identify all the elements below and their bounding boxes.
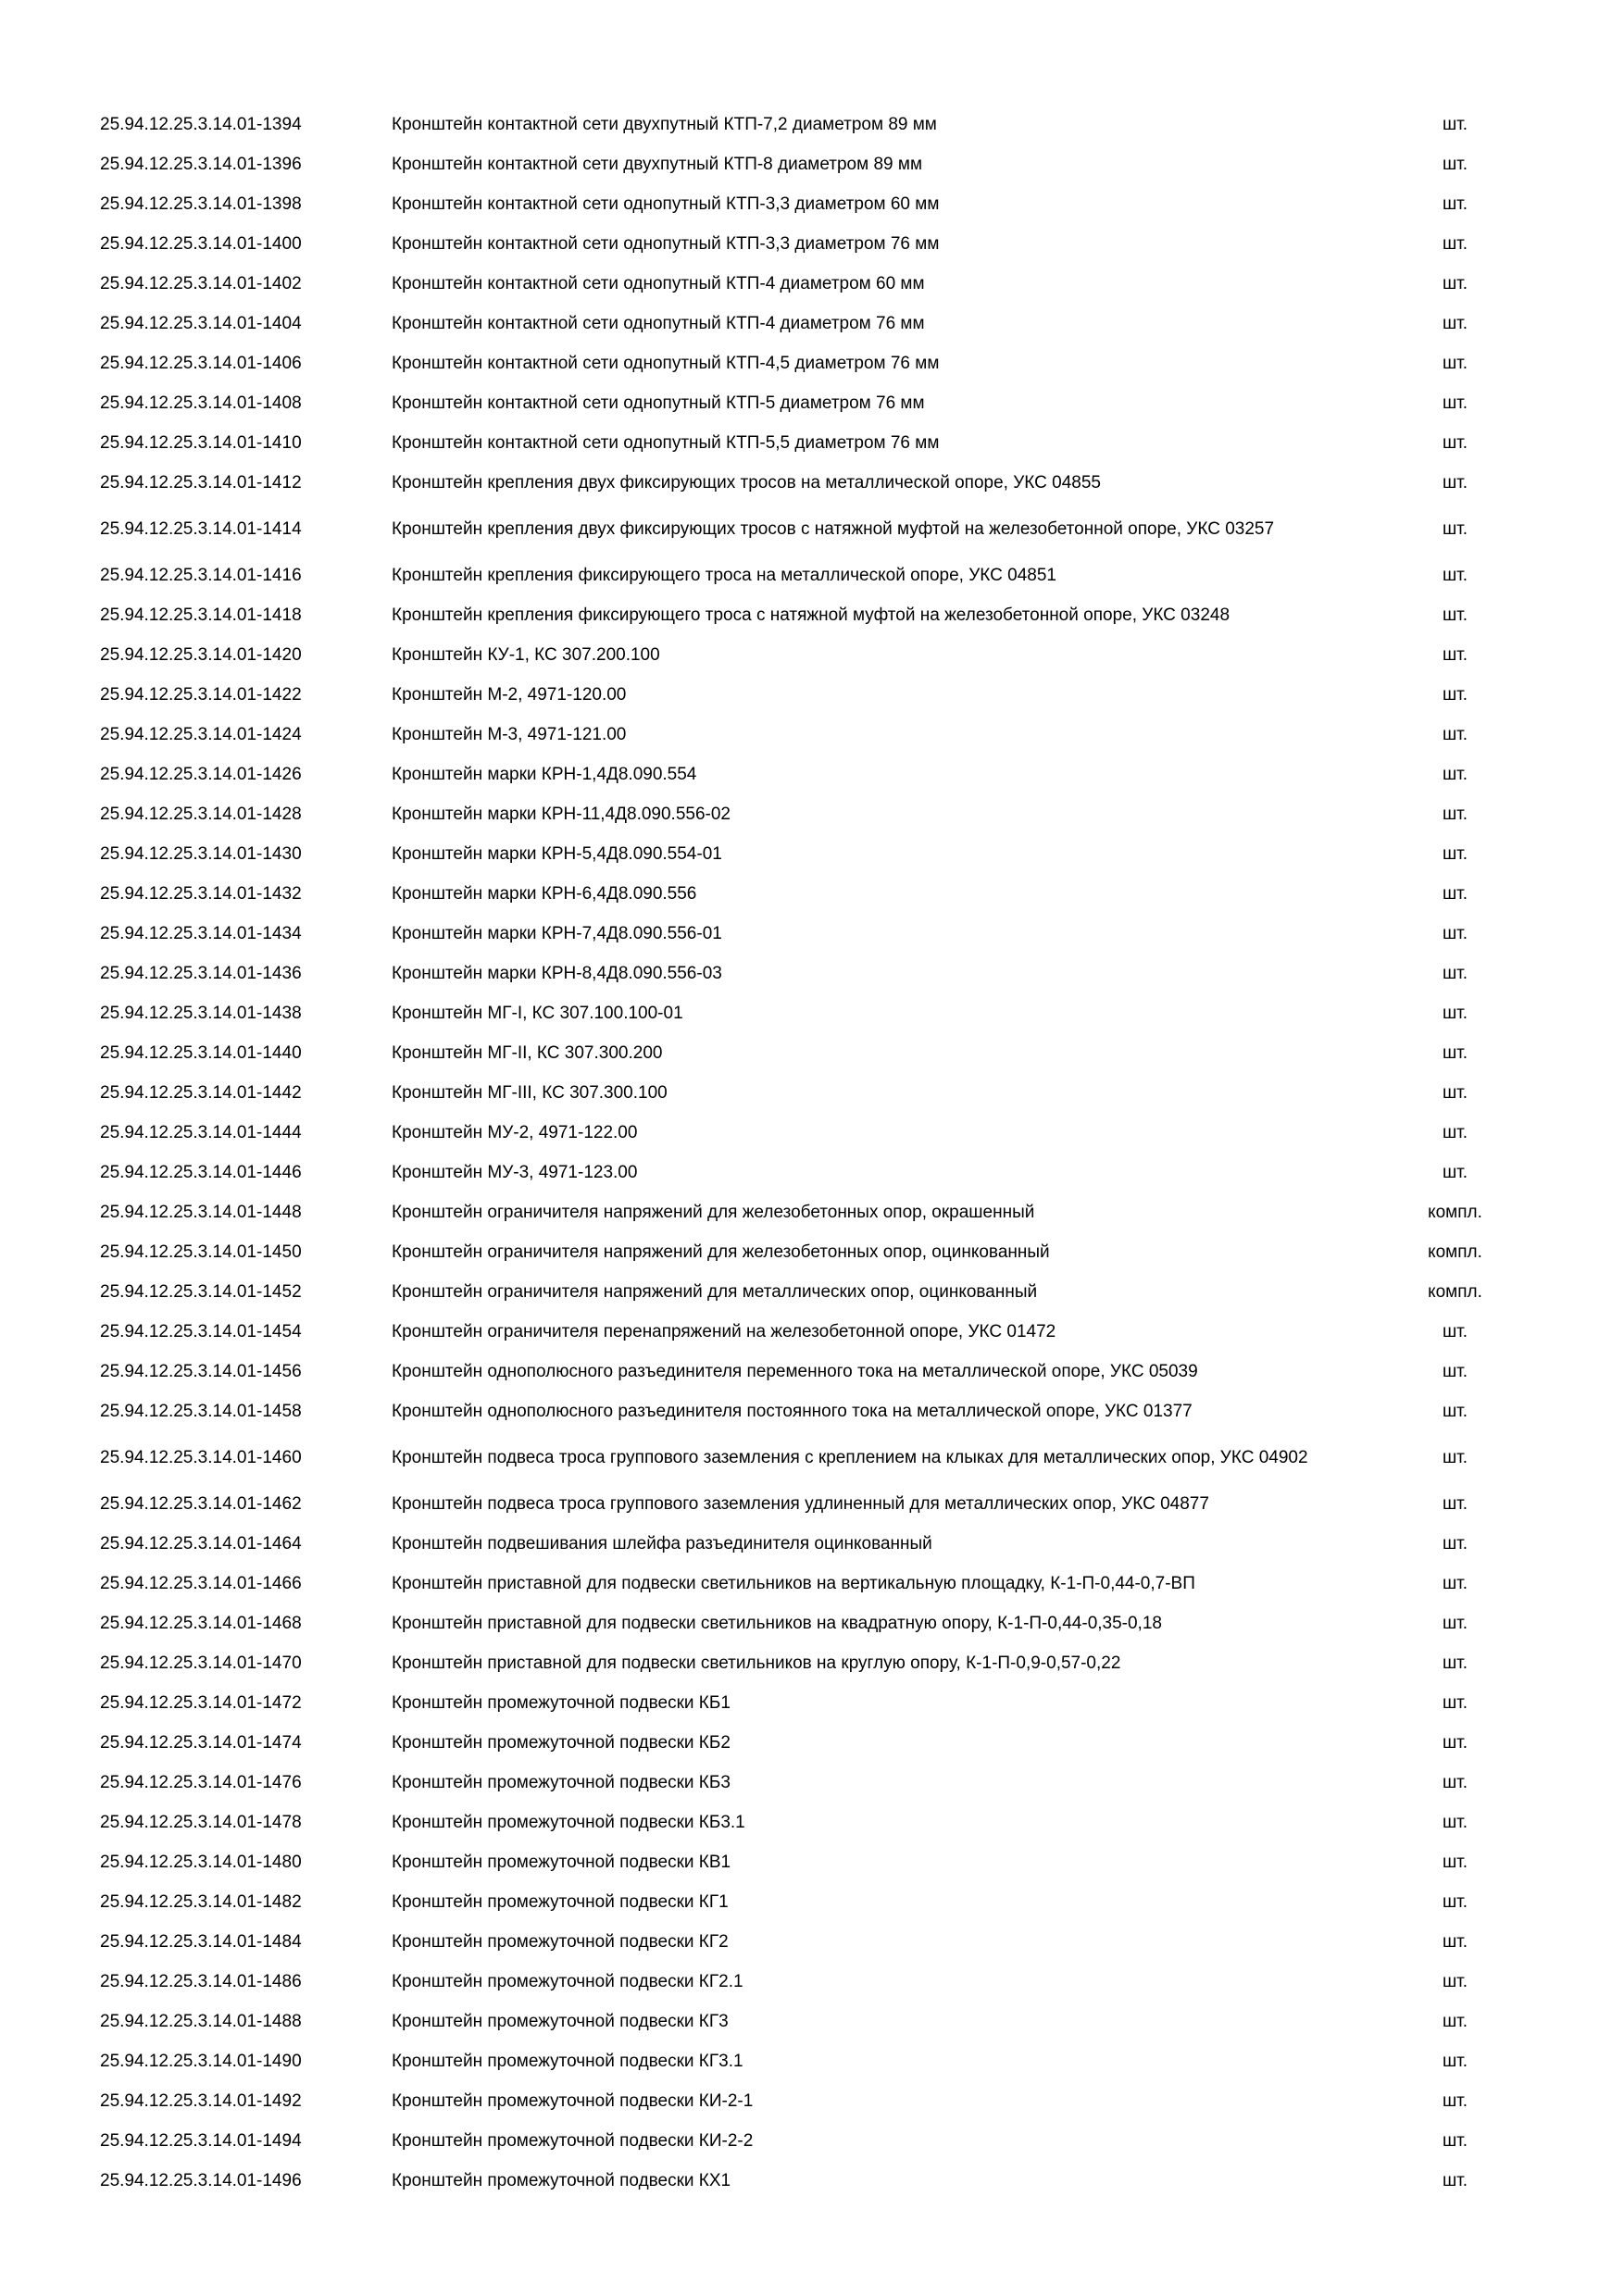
- item-name: Кронштейн контактной сети однопутный КТП-5,5 диаметром 76 мм: [392, 433, 940, 453]
- item-unit: шт.: [1442, 1733, 1468, 1753]
- item-code: 25.94.12.25.3.14.01-1472: [100, 1693, 302, 1713]
- item-code: 25.94.12.25.3.14.01-1444: [100, 1123, 302, 1142]
- item-code: 25.94.12.25.3.14.01-1448: [100, 1203, 302, 1222]
- item-code: 25.94.12.25.3.14.01-1412: [100, 473, 302, 493]
- item-name: Кронштейн промежуточной подвески КГ2: [392, 1932, 729, 1952]
- item-unit: шт.: [1442, 964, 1468, 983]
- price-list-table: [0, 105, 1624, 2201]
- item-name: Кронштейн промежуточной подвески КХ1: [392, 2171, 731, 2190]
- item-code: 25.94.12.25.3.14.01-1440: [100, 1043, 302, 1063]
- table-row: [0, 595, 1624, 635]
- table-row: [0, 503, 1624, 555]
- item-name: Кронштейн МГ-I, КС 307.100.100-01: [392, 1004, 683, 1023]
- item-unit: шт.: [1442, 155, 1468, 174]
- item-name: Кронштейн М-2, 4971-120.00: [392, 685, 627, 705]
- item-unit: шт.: [1442, 1813, 1468, 1832]
- item-name: Кронштейн контактной сети однопутный КТП-4 диаметром 60 мм: [392, 274, 925, 293]
- item-code: 25.94.12.25.3.14.01-1474: [100, 1733, 302, 1753]
- item-name: Кронштейн промежуточной подвески КБ3.1: [392, 1813, 745, 1832]
- item-name: Кронштейн ограничителя напряжений для металлических опор, оцинкованный: [392, 1282, 1038, 1302]
- item-unit: шт.: [1442, 1163, 1468, 1182]
- item-name: Кронштейн МУ-3, 4971-123.00: [392, 1163, 638, 1182]
- table-row: [0, 1033, 1624, 1073]
- item-name: Кронштейн МГ-II, КС 307.300.200: [392, 1043, 663, 1063]
- item-name: Кронштейн контактной сети однопутный КТП-4,5 диаметром 76 мм: [392, 354, 940, 373]
- item-code: 25.94.12.25.3.14.01-1432: [100, 884, 302, 904]
- item-code: 25.94.12.25.3.14.01-1452: [100, 1282, 302, 1302]
- item-name: Кронштейн крепления двух фиксирующих тросов на металлической опоре, УКС 04855: [392, 473, 1101, 493]
- item-name: Кронштейн контактной сети однопутный КТП-3,3 диаметром 76 мм: [392, 234, 940, 254]
- item-unit: шт.: [1442, 1853, 1468, 1872]
- table-row: [0, 224, 1624, 264]
- table-row: [0, 1272, 1624, 1312]
- item-name: Кронштейн промежуточной подвески КБ2: [392, 1733, 731, 1753]
- item-name: Кронштейн подвешивания шлейфа разъединителя оцинкованный: [392, 1534, 932, 1554]
- item-code: 25.94.12.25.3.14.01-1458: [100, 1402, 302, 1421]
- item-name: Кронштейн промежуточной подвески КГ1: [392, 1892, 729, 1912]
- item-unit: шт.: [1442, 1892, 1468, 1912]
- item-unit: шт.: [1442, 2052, 1468, 2071]
- item-code: 25.94.12.25.3.14.01-1470: [100, 1653, 302, 1673]
- item-code: 25.94.12.25.3.14.01-1454: [100, 1322, 302, 1341]
- item-code: 25.94.12.25.3.14.01-1450: [100, 1242, 302, 1262]
- item-name: Кронштейн МУ-2, 4971-122.00: [392, 1123, 638, 1142]
- item-unit: шт.: [1442, 566, 1468, 585]
- item-unit: шт.: [1442, 433, 1468, 453]
- table-row: [0, 1842, 1624, 1882]
- item-name: Кронштейн приставной для подвески светильников на круглую опору, К-1-П-0,9-0,57-0,22: [392, 1653, 1121, 1673]
- item-name: Кронштейн марки КРН-5,4Д8.090.554-01: [392, 844, 722, 864]
- item-code: 25.94.12.25.3.14.01-1496: [100, 2171, 302, 2190]
- table-row: [0, 144, 1624, 184]
- table-row: [0, 1391, 1624, 1431]
- table-row: [0, 2081, 1624, 2121]
- item-unit: шт.: [1442, 1448, 1468, 1467]
- table-row: [0, 755, 1624, 794]
- item-code: 25.94.12.25.3.14.01-1428: [100, 805, 302, 824]
- item-unit: шт.: [1442, 1653, 1468, 1673]
- item-unit: шт.: [1442, 1004, 1468, 1023]
- item-code: 25.94.12.25.3.14.01-1434: [100, 924, 302, 943]
- table-row: [0, 2121, 1624, 2161]
- item-code: 25.94.12.25.3.14.01-1408: [100, 393, 302, 413]
- table-row: [0, 1763, 1624, 1803]
- item-name: Кронштейн контактной сети однопутный КТП-4 диаметром 76 мм: [392, 314, 925, 333]
- table-row: [0, 1192, 1624, 1232]
- item-code: 25.94.12.25.3.14.01-1462: [100, 1494, 302, 1514]
- table-row: [0, 794, 1624, 834]
- item-unit: шт.: [1442, 2171, 1468, 2190]
- item-name: Кронштейн МГ-III, КС 307.300.100: [392, 1083, 668, 1103]
- item-name: Кронштейн однополюсного разъединителя переменного тока на металлической опоре, УКС 05039: [392, 1362, 1198, 1381]
- item-name: Кронштейн контактной сети однопутный КТП-3,3 диаметром 60 мм: [392, 194, 940, 214]
- item-name: Кронштейн приставной для подвески светильников на вертикальную площадку, К-1-П-0,44-0,7-ВП: [392, 1574, 1195, 1593]
- item-unit: шт.: [1442, 1972, 1468, 1991]
- item-unit: шт.: [1442, 725, 1468, 744]
- item-unit: шт.: [1442, 115, 1468, 134]
- table-row: [0, 2041, 1624, 2081]
- item-unit: шт.: [1442, 1773, 1468, 1792]
- item-name: Кронштейн крепления фиксирующего троса на металлической опоре, УКС 04851: [392, 566, 1056, 585]
- table-row: [0, 1352, 1624, 1391]
- table-row: [0, 1153, 1624, 1192]
- item-code: 25.94.12.25.3.14.01-1424: [100, 725, 302, 744]
- item-name: Кронштейн контактной сети двухпутный КТП-8 диаметром 89 мм: [392, 155, 923, 174]
- item-unit: шт.: [1442, 2091, 1468, 2111]
- item-code: 25.94.12.25.3.14.01-1476: [100, 1773, 302, 1792]
- item-unit: шт.: [1442, 685, 1468, 705]
- item-unit: шт.: [1442, 1932, 1468, 1952]
- item-unit: шт.: [1442, 2012, 1468, 2031]
- item-unit: шт.: [1442, 1362, 1468, 1381]
- item-name: Кронштейн КУ-1, КС 307.200.100: [392, 645, 660, 665]
- table-row: [0, 1484, 1624, 1524]
- item-name: Кронштейн марки КРН-11,4Д8.090.556-02: [392, 805, 731, 824]
- item-code: 25.94.12.25.3.14.01-1486: [100, 1972, 302, 1991]
- item-unit: шт.: [1442, 393, 1468, 413]
- item-unit: шт.: [1442, 884, 1468, 904]
- table-row: [0, 264, 1624, 304]
- table-row: [0, 1882, 1624, 1922]
- table-row: [0, 2002, 1624, 2041]
- item-code: 25.94.12.25.3.14.01-1398: [100, 194, 302, 214]
- table-row: [0, 715, 1624, 755]
- table-row: [0, 1232, 1624, 1272]
- item-unit: шт.: [1442, 1322, 1468, 1341]
- item-name: Кронштейн промежуточной подвески КГ3.1: [392, 2052, 743, 2071]
- table-row: [0, 993, 1624, 1033]
- item-name: Кронштейн промежуточной подвески КИ-2-1: [392, 2091, 754, 2111]
- item-name: Кронштейн промежуточной подвески КГ3: [392, 2012, 729, 2031]
- item-unit: шт.: [1442, 605, 1468, 625]
- item-unit: шт.: [1442, 1043, 1468, 1063]
- table-row: [0, 635, 1624, 675]
- item-name: Кронштейн марки КРН-6,4Д8.090.556: [392, 884, 697, 904]
- item-code: 25.94.12.25.3.14.01-1478: [100, 1813, 302, 1832]
- item-code: 25.94.12.25.3.14.01-1414: [100, 519, 302, 539]
- item-code: 25.94.12.25.3.14.01-1416: [100, 566, 302, 585]
- table-row: [0, 1922, 1624, 1962]
- item-unit: шт.: [1442, 1534, 1468, 1554]
- item-unit: шт.: [1442, 2131, 1468, 2151]
- item-unit: шт.: [1442, 924, 1468, 943]
- item-unit: шт.: [1442, 234, 1468, 254]
- item-name: Кронштейн ограничителя напряжений для железобетонных опор, оцинкованный: [392, 1242, 1050, 1262]
- item-unit: шт.: [1442, 1574, 1468, 1593]
- item-unit: компл.: [1428, 1282, 1482, 1302]
- table-row: [0, 1643, 1624, 1683]
- item-name: Кронштейн подвеса троса группового заземления удлиненный для металлических опор, УКС 04877: [392, 1494, 1209, 1514]
- table-row: [0, 1524, 1624, 1564]
- item-code: 25.94.12.25.3.14.01-1430: [100, 844, 302, 864]
- item-name: Кронштейн контактной сети двухпутный КТП-7,2 диаметром 89 мм: [392, 115, 937, 134]
- item-code: 25.94.12.25.3.14.01-1482: [100, 1892, 302, 1912]
- item-code: 25.94.12.25.3.14.01-1438: [100, 1004, 302, 1023]
- item-code: 25.94.12.25.3.14.01-1410: [100, 433, 302, 453]
- item-code: 25.94.12.25.3.14.01-1490: [100, 2052, 302, 2071]
- table-row: [0, 1603, 1624, 1643]
- table-row: [0, 1803, 1624, 1842]
- item-code: 25.94.12.25.3.14.01-1422: [100, 685, 302, 705]
- item-unit: шт.: [1442, 765, 1468, 784]
- item-unit: компл.: [1428, 1203, 1482, 1222]
- table-row: [0, 1564, 1624, 1603]
- item-name: Кронштейн промежуточной подвески КГ2.1: [392, 1972, 743, 1991]
- table-row: [0, 675, 1624, 715]
- table-row: [0, 304, 1624, 343]
- item-name: Кронштейн крепления двух фиксирующих тросов с натяжной муфтой на железобетонной опоре, УКС 03257: [392, 519, 1275, 539]
- item-name: Кронштейн промежуточной подвески КИ-2-2: [392, 2131, 754, 2151]
- item-name: Кронштейн марки КРН-8,4Д8.090.556-03: [392, 964, 722, 983]
- item-code: 25.94.12.25.3.14.01-1460: [100, 1448, 302, 1467]
- item-name: Кронштейн промежуточной подвески КВ1: [392, 1853, 731, 1872]
- item-unit: шт.: [1442, 805, 1468, 824]
- table-row: [0, 954, 1624, 993]
- item-unit: шт.: [1442, 1494, 1468, 1514]
- item-unit: шт.: [1442, 844, 1468, 864]
- item-name: Кронштейн подвеса троса группового заземления с креплением на клыках для металлических опор, УКС 04902: [392, 1448, 1308, 1467]
- item-name: Кронштейн приставной для подвески светильников на квадратную опору, К-1-П-0,44-0,35-0,18: [392, 1614, 1162, 1633]
- item-unit: шт.: [1442, 194, 1468, 214]
- item-code: 25.94.12.25.3.14.01-1488: [100, 2012, 302, 2031]
- item-unit: шт.: [1442, 519, 1468, 539]
- item-unit: шт.: [1442, 1614, 1468, 1633]
- item-name: Кронштейн марки КРН-7,4Д8.090.556-01: [392, 924, 722, 943]
- table-row: [0, 1683, 1624, 1723]
- item-code: 25.94.12.25.3.14.01-1402: [100, 274, 302, 293]
- table-row: [0, 463, 1624, 503]
- item-unit: шт.: [1442, 274, 1468, 293]
- table-row: [0, 874, 1624, 914]
- item-code: 25.94.12.25.3.14.01-1396: [100, 155, 302, 174]
- table-row: [0, 1113, 1624, 1153]
- table-row: [0, 1723, 1624, 1763]
- item-unit: компл.: [1428, 1242, 1482, 1262]
- item-code: 25.94.12.25.3.14.01-1492: [100, 2091, 302, 2111]
- item-code: 25.94.12.25.3.14.01-1418: [100, 605, 302, 625]
- item-name: Кронштейн однополюсного разъединителя постоянного тока на металлической опоре, УКС 01377: [392, 1402, 1193, 1421]
- item-code: 25.94.12.25.3.14.01-1442: [100, 1083, 302, 1103]
- item-name: Кронштейн марки КРН-1,4Д8.090.554: [392, 765, 697, 784]
- item-unit: шт.: [1442, 1083, 1468, 1103]
- table-row: [0, 1312, 1624, 1352]
- item-code: 25.94.12.25.3.14.01-1404: [100, 314, 302, 333]
- table-row: [0, 914, 1624, 954]
- table-row: [0, 383, 1624, 423]
- item-code: 25.94.12.25.3.14.01-1400: [100, 234, 302, 254]
- item-code: 25.94.12.25.3.14.01-1480: [100, 1853, 302, 1872]
- item-name: Кронштейн ограничителя перенапряжений на железобетонной опоре, УКС 01472: [392, 1322, 1056, 1341]
- table-row: [0, 555, 1624, 595]
- item-code: 25.94.12.25.3.14.01-1436: [100, 964, 302, 983]
- item-name: Кронштейн М-3, 4971-121.00: [392, 725, 627, 744]
- item-code: 25.94.12.25.3.14.01-1494: [100, 2131, 302, 2151]
- item-unit: шт.: [1442, 645, 1468, 665]
- item-code: 25.94.12.25.3.14.01-1468: [100, 1614, 302, 1633]
- item-unit: шт.: [1442, 1123, 1468, 1142]
- table-row: [0, 1073, 1624, 1113]
- table-row: [0, 343, 1624, 383]
- item-code: 25.94.12.25.3.14.01-1456: [100, 1362, 302, 1381]
- item-name: Кронштейн ограничителя напряжений для железобетонных опор, окрашенный: [392, 1203, 1035, 1222]
- item-code: 25.94.12.25.3.14.01-1484: [100, 1932, 302, 1952]
- item-unit: шт.: [1442, 473, 1468, 493]
- table-row: [0, 2161, 1624, 2201]
- item-unit: шт.: [1442, 1693, 1468, 1713]
- item-code: 25.94.12.25.3.14.01-1446: [100, 1163, 302, 1182]
- item-name: Кронштейн промежуточной подвески КБ1: [392, 1693, 731, 1713]
- item-code: 25.94.12.25.3.14.01-1420: [100, 645, 302, 665]
- table-row: [0, 834, 1624, 874]
- item-name: Кронштейн контактной сети однопутный КТП-5 диаметром 76 мм: [392, 393, 925, 413]
- table-row: [0, 1962, 1624, 2002]
- item-code: 25.94.12.25.3.14.01-1464: [100, 1534, 302, 1554]
- table-row: [0, 184, 1624, 224]
- item-name: Кронштейн крепления фиксирующего троса с натяжной муфтой на железобетонной опоре, УКС 03248: [392, 605, 1230, 625]
- item-unit: шт.: [1442, 354, 1468, 373]
- item-code: 25.94.12.25.3.14.01-1426: [100, 765, 302, 784]
- item-unit: шт.: [1442, 314, 1468, 333]
- item-code: 25.94.12.25.3.14.01-1406: [100, 354, 302, 373]
- table-row: [0, 105, 1624, 144]
- table-row: [0, 423, 1624, 463]
- item-code: 25.94.12.25.3.14.01-1466: [100, 1574, 302, 1593]
- item-code: 25.94.12.25.3.14.01-1394: [100, 115, 302, 134]
- item-unit: шт.: [1442, 1402, 1468, 1421]
- table-row: [0, 1431, 1624, 1484]
- item-name: Кронштейн промежуточной подвески КБ3: [392, 1773, 731, 1792]
